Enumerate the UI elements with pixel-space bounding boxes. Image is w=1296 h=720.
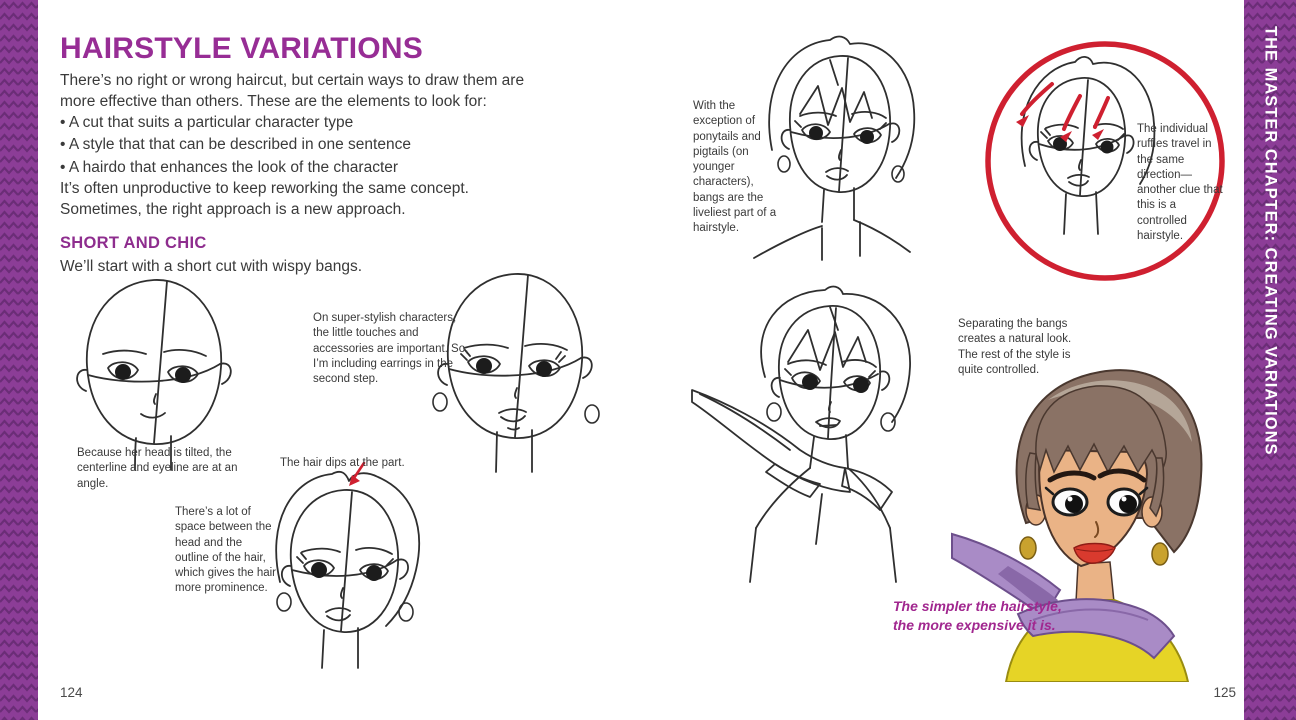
gold-earring bbox=[1020, 537, 1036, 559]
annotation-tilted-head: Because her head is tilted, the centerline and eyeline are at an angle. bbox=[77, 447, 238, 490]
page-number-right: 125 bbox=[1213, 685, 1236, 700]
section-intro: We’ll start with a short cut with wispy bangs. bbox=[60, 258, 363, 275]
right-zigzag-border bbox=[1244, 0, 1296, 720]
sketch-bangs-head bbox=[742, 30, 932, 268]
annotation-separating: Separating the bangs creates a natural look. The rest of the style is quite controlled. bbox=[958, 318, 1072, 376]
red-arrow-icons bbox=[1016, 84, 1108, 142]
annotation-hair-dips: The hair dips at the part. bbox=[280, 457, 405, 469]
section-heading: SHORT AND CHIC bbox=[60, 234, 207, 252]
page-title: HAIRSTYLE VARIATIONS bbox=[60, 32, 423, 65]
bullet-item: • A hairdo that enhances the look of the character bbox=[60, 158, 399, 176]
annotation-stylish: On super-stylish characters, the little touches and accessories are important. So, I’m including earrings in the second step. bbox=[313, 312, 469, 386]
bullet-list bbox=[60, 112, 411, 179]
sketch-final-lineart bbox=[680, 282, 965, 587]
annotation-bangs: With the exception of ponytails and pigtails (on younger characters), bangs are the liveliest part of a hairstyle. bbox=[693, 100, 777, 235]
bullet-item: • A style that that can be described in one sentence bbox=[60, 136, 411, 154]
gold-earring bbox=[1152, 543, 1168, 565]
bullet-item: • A cut that suits a particular character type bbox=[60, 114, 354, 131]
quote-text: The simpler the hairstyle, the more expensive it is. bbox=[893, 598, 1062, 633]
left-zigzag-border bbox=[0, 0, 38, 720]
annotation-hair-space: There’s a lot of space between the head and the outline of the hair, which gives the hair more prominence. bbox=[175, 506, 276, 595]
sketch-step1-construction-head bbox=[58, 272, 248, 472]
second-paragraph: It’s often unproductive to keep reworking the same concept. Sometimes, the right approach is a new approach. bbox=[60, 180, 469, 219]
page-number-left: 124 bbox=[60, 685, 83, 700]
intro-paragraph: There’s no right or wrong haircut, but certain ways to draw them are more effective than others. These are the elements to look for: bbox=[60, 72, 525, 111]
chapter-title-vertical: THE MASTER CHAPTER: CREATING VARIATIONS bbox=[1261, 26, 1280, 456]
annotation-ruffles: The individual ruffles travel in the same direction—another clue that this is a controlled hairstyle. bbox=[1137, 123, 1223, 242]
